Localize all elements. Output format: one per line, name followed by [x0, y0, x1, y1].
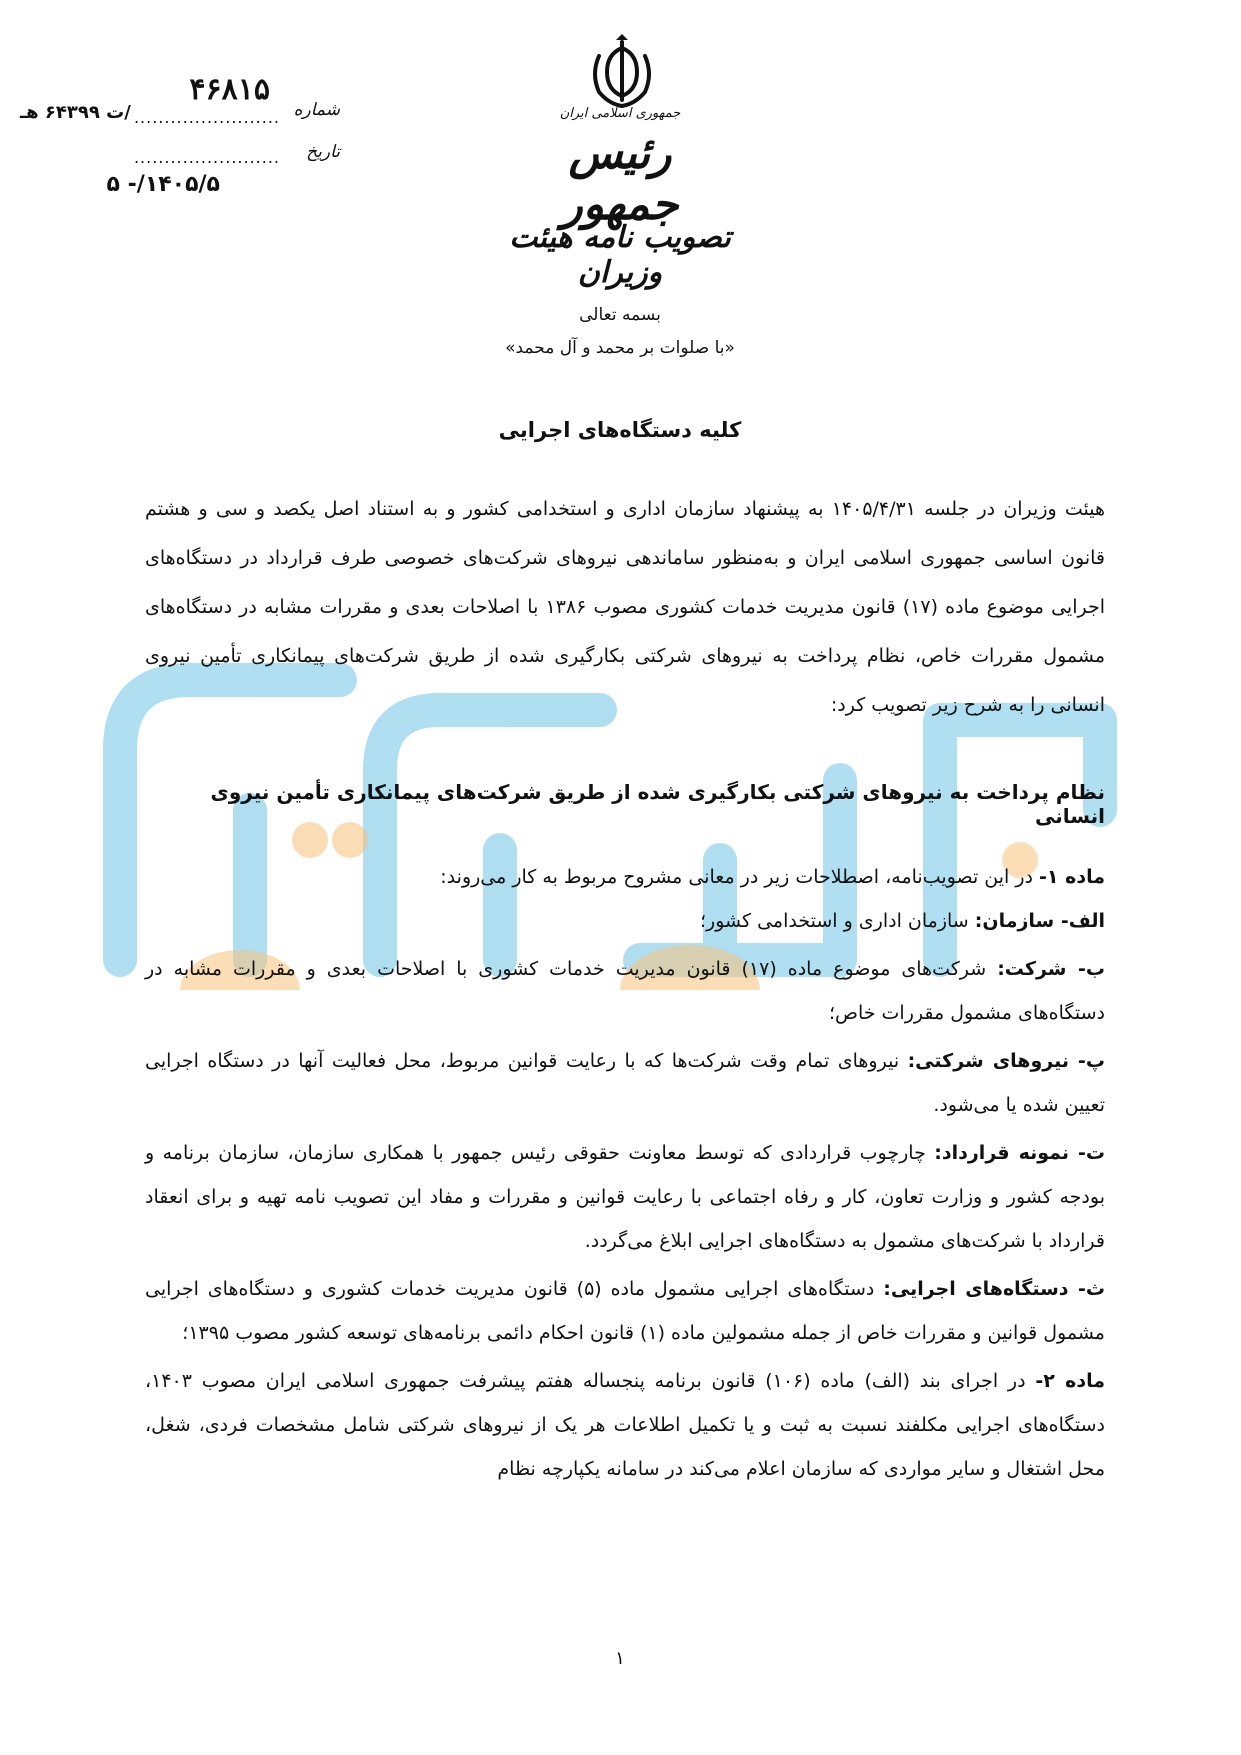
definition-term: ب- شرکت: [997, 958, 1105, 980]
definition-text: چارچوب قراردادی که توسط معاونت حقوقی رئیس جمهور با همکاری سازمان، سازمان برنامه و بودجه کشور و وزارت تعاون، کار و رفاه اجتماعی با رعایت قوانین و مقررات و مفاد این تصویب نامه تهیه و برای انعقاد قرارداد با شرکت‌های مشمول به دستگاه‌های اجرایی ابلاغ می‌گردد. [145, 1142, 1105, 1252]
intro-paragraph [145, 485, 1105, 730]
definition-text: نیروهای تمام وقت شرکت‌ها که با رعایت قوانین مربوط، محل فعالیت آنها در دستگاه اجرایی تعیین شده یا می‌شود. [145, 1050, 1105, 1116]
article-1-text: در این تصویب‌نامه، اصطلاحات زیر در معانی مشروح مربوط به کار می‌روند: [440, 866, 1040, 888]
definition-text: دستگاه‌های اجرایی مشمول ماده (۵) قانون مدیریت خدمات کشوری و دستگاه‌های اجرایی مشمول قوانین و مقررات خاص از جمله مشمولین ماده (۱) قانون احکام دائمی برنامه‌های توسعه کشور مصوب ۱۳۹۵؛ [145, 1278, 1105, 1344]
invocation-line1: بسمه تعالی [579, 305, 661, 325]
article-2-title: ماده ۲- [1035, 1370, 1105, 1392]
regulation-title: نظام پرداخت به نیروهای شرکتی بکارگیری شده از طریق شرکت‌های پیمانکاری تأمین نیروی انسانی [210, 780, 1105, 828]
iran-emblem-icon [587, 34, 657, 114]
article-2 [145, 1359, 1105, 1491]
article-1-title: ماده ۱- [1039, 866, 1105, 888]
president-title: رئیس جمهور [561, 128, 679, 230]
definition-item [145, 899, 1105, 943]
definition-item [145, 947, 1105, 1035]
definition-text: سازمان اداری و استخدامی کشور؛ [700, 910, 975, 932]
intro-text: هیئت وزیران در جلسه ۱۴۰۵/۴/۳۱ به پیشنهاد سازمان اداری و استخدامی کشور و به استناد اصل یکصد و سی و هشتم قانون اساسی جمهوری اسلامی ایران و به‌منظور ساماندهی نیروهای شرکت‌های خصوصی طرف قرارداد در دستگاه‌های اجرایی موضوع ماده (۱۷) قانون مدیریت خدمات کشوری مصوب ۱۳۸۶ با اصلاحات بعدی و مقررات مشابه در دستگاه‌های مشمول مقررات خاص، نظام پرداخت به نیروهای شرکتی بکارگیری شده از طریق شرکت‌های پیمانکاری تأمین نیروی انسانی را به شرح زیر تصویب کرد: [145, 498, 1105, 716]
page-number: ۱ [615, 1648, 625, 1669]
definition-text: شرکت‌های موضوع ماده (۱۷) قانون مدیریت خدمات کشوری با اصلاحات بعدی و مقررات مشابه در دستگاه‌های مشمول مقررات خاص؛ [145, 958, 1105, 1024]
invocation-line2: «با صلوات بر محمد و آل محمد» [505, 338, 735, 358]
letter-number-date [20, 72, 340, 220]
article-1-intro [145, 855, 1105, 899]
article-2-text: در اجرای بند (الف) ماده (۱۰۶) قانون برنامه پنجساله هفتم پیشرفت جمهوری اسلامی ایران مصوب ۱۴۰۳، دستگاه‌های اجرایی مکلفند نسبت به ثبت و یا تکمیل اطلاعات هر یک از نیروهای شرکتی شامل مشخصات فردی، شغل، محل اشتغال و سایر مواردی که سازمان اعلام می‌کند در سامانه یکپارچه نظام [145, 1370, 1105, 1480]
definition-item [145, 1267, 1105, 1355]
date-value: ۱۴۰۵/۵/- ۵ [106, 172, 220, 197]
definition-item [145, 1131, 1105, 1263]
definition-item [145, 1039, 1105, 1127]
number-ref: /ت ۶۴۳۹۹ هـ [20, 102, 131, 123]
republic-name: جمهوری اسلامی ایران [559, 106, 681, 121]
date-dots: ........................ [133, 148, 280, 167]
number-dots: ........................ [133, 108, 280, 127]
definition-term: ت- نمونه قرارداد: [934, 1142, 1105, 1164]
definition-term: الف- سازمان: [974, 910, 1105, 932]
definition-term: پ- نیروهای شرکتی: [907, 1050, 1105, 1072]
number-label: شماره [293, 100, 340, 120]
article-1 [145, 855, 1105, 1491]
decree-title: تصویب نامه هیئت وزیران [509, 220, 731, 290]
addressee: کلیه دستگاه‌های اجرایی [498, 418, 742, 442]
date-label: تاریخ [306, 142, 340, 162]
number-value: ۴۶۸۱۵ [189, 72, 270, 107]
definition-term: ث- دستگاه‌های اجرایی: [883, 1278, 1106, 1300]
